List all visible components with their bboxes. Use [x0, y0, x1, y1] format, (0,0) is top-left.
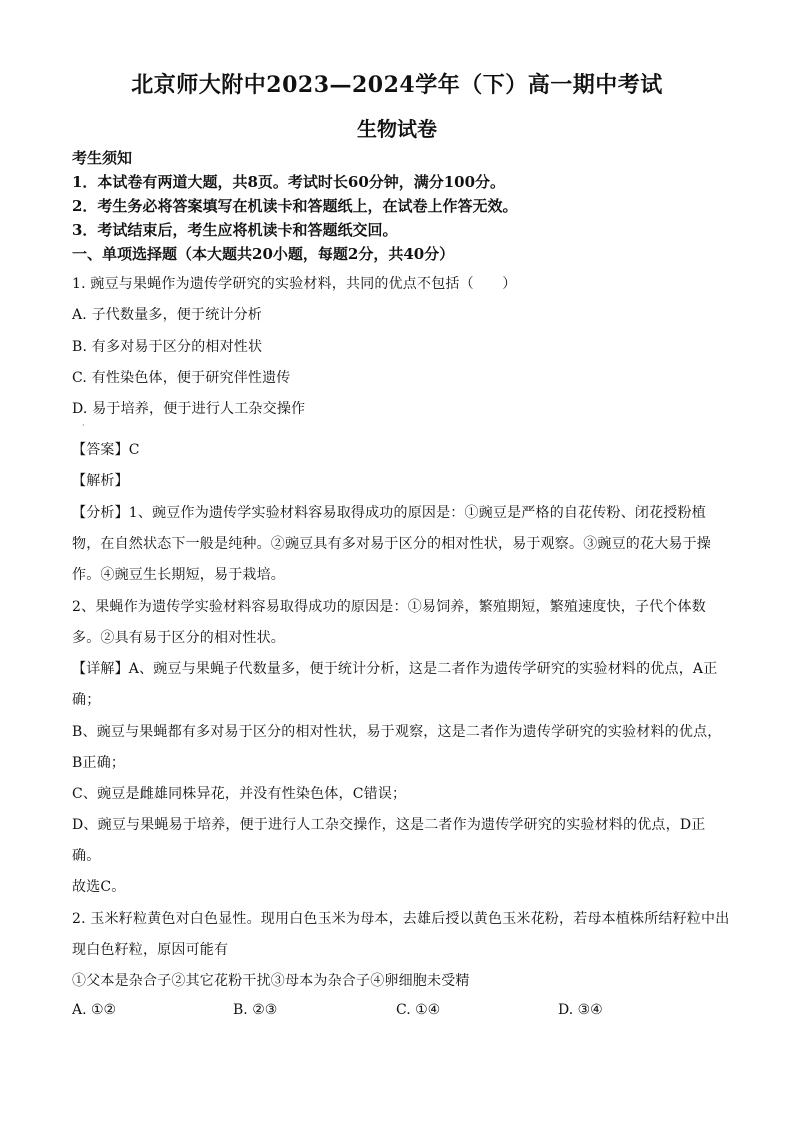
q2-stem-line: 2. 玉米籽粒黄色对白色显性。现用白色玉米为母本，去雄后授以黄色玉米花粉，若母本植株所结籽粒中出 [72, 911, 730, 927]
q2-option-a: A. ①② [72, 1002, 117, 1018]
q1-option-b: B. 有多对易于区分的相对性状 [72, 339, 263, 355]
explanation-line: 多。②具有易于区分的相对性状。 [72, 630, 285, 646]
section-heading: 一、单项选择题（本大题共20小题，每题2分，共40分） [72, 245, 455, 263]
explanation-line: B、豌豆与果蝇都有多对易于区分的相对性状，易于观察，这是二者作为遗传学研究的实验材料的优点， [72, 724, 722, 740]
explanation-line: 2、果蝇作为遗传学实验材料容易取得成功的原因是：①易饲养，繁殖期短，繁殖速度快，子代个体数 [72, 599, 706, 615]
stray-dot: · [82, 421, 85, 430]
q1-analysis-label: 【解析】 [72, 473, 129, 489]
explanation-line: 确。 [72, 848, 101, 864]
q1-answer: 【答案】C [72, 442, 140, 458]
explanation-line: B正确； [72, 755, 126, 771]
q2-stem-line: ①父本是杂合子②其它花粉干扰③母本为杂合子④卵细胞未受精 [72, 973, 470, 989]
q1-option-a: A. 子代数量多，便于统计分析 [72, 307, 263, 323]
explanation-line: 【分析】1、豌豆作为遗传学实验材料容易取得成功的原因是：①豌豆是严格的自花传粉、闭花授粉植 [72, 505, 706, 521]
notice-item-2: 2．考生务必将答案填写在机读卡和答题纸上，在试卷上作答无效。 [72, 197, 518, 215]
q2-option-c: C. ①④ [396, 1002, 441, 1018]
q2-option-d: D. ③④ [558, 1002, 603, 1018]
explanation-line: C、豌豆是雌雄同株异花，并没有性染色体，C错误； [72, 786, 407, 802]
q2-stem-line: 现白色籽粒，原因可能有 [72, 942, 229, 958]
q1-option-c: C. 有性染色体，便于研究伴性遗传 [72, 370, 291, 386]
q1-option-d: D. 易于培养，便于进行人工杂交操作 [72, 401, 306, 417]
notice-heading: 考生须知 [72, 149, 133, 167]
notice-item-3: 3．考试结束后，考生应将机读卡和答题纸交回。 [72, 221, 398, 239]
explanation-line: 作。④豌豆生长期短，易于栽培。 [72, 567, 285, 583]
q1-stem: 1. 豌豆与果蝇作为遗传学研究的实验材料，共同的优点不包括（ ） [72, 276, 517, 292]
exam-subtitle: 生物试卷 [357, 117, 437, 141]
explanation-line: 【详解】A、豌豆与果蝇子代数量多，便于统计分析，这是二者作为遗传学研究的实验材料的优点，A正 [72, 661, 718, 677]
explanation-line: 物，在自然状态下一般是纯种。②豌豆具有多对易于区分的相对性状，易于观察。③豌豆的花大易于操 [72, 536, 711, 552]
explanation-line: D、豌豆与果蝇易于培养，便于进行人工杂交操作，这是二者作为遗传学研究的实验材料的优点，D正 [72, 817, 706, 833]
notice-item-1: 1．本试卷有两道大题，共8页。考试时长60分钟，满分100分。 [72, 173, 506, 191]
explanation-line: 故选C。 [72, 879, 126, 895]
exam-title: 北京师大附中2023—2024学年（下）高一期中考试 [131, 72, 663, 98]
q2-option-b: B. ②③ [233, 1002, 278, 1018]
explanation-line: 确； [72, 692, 101, 708]
